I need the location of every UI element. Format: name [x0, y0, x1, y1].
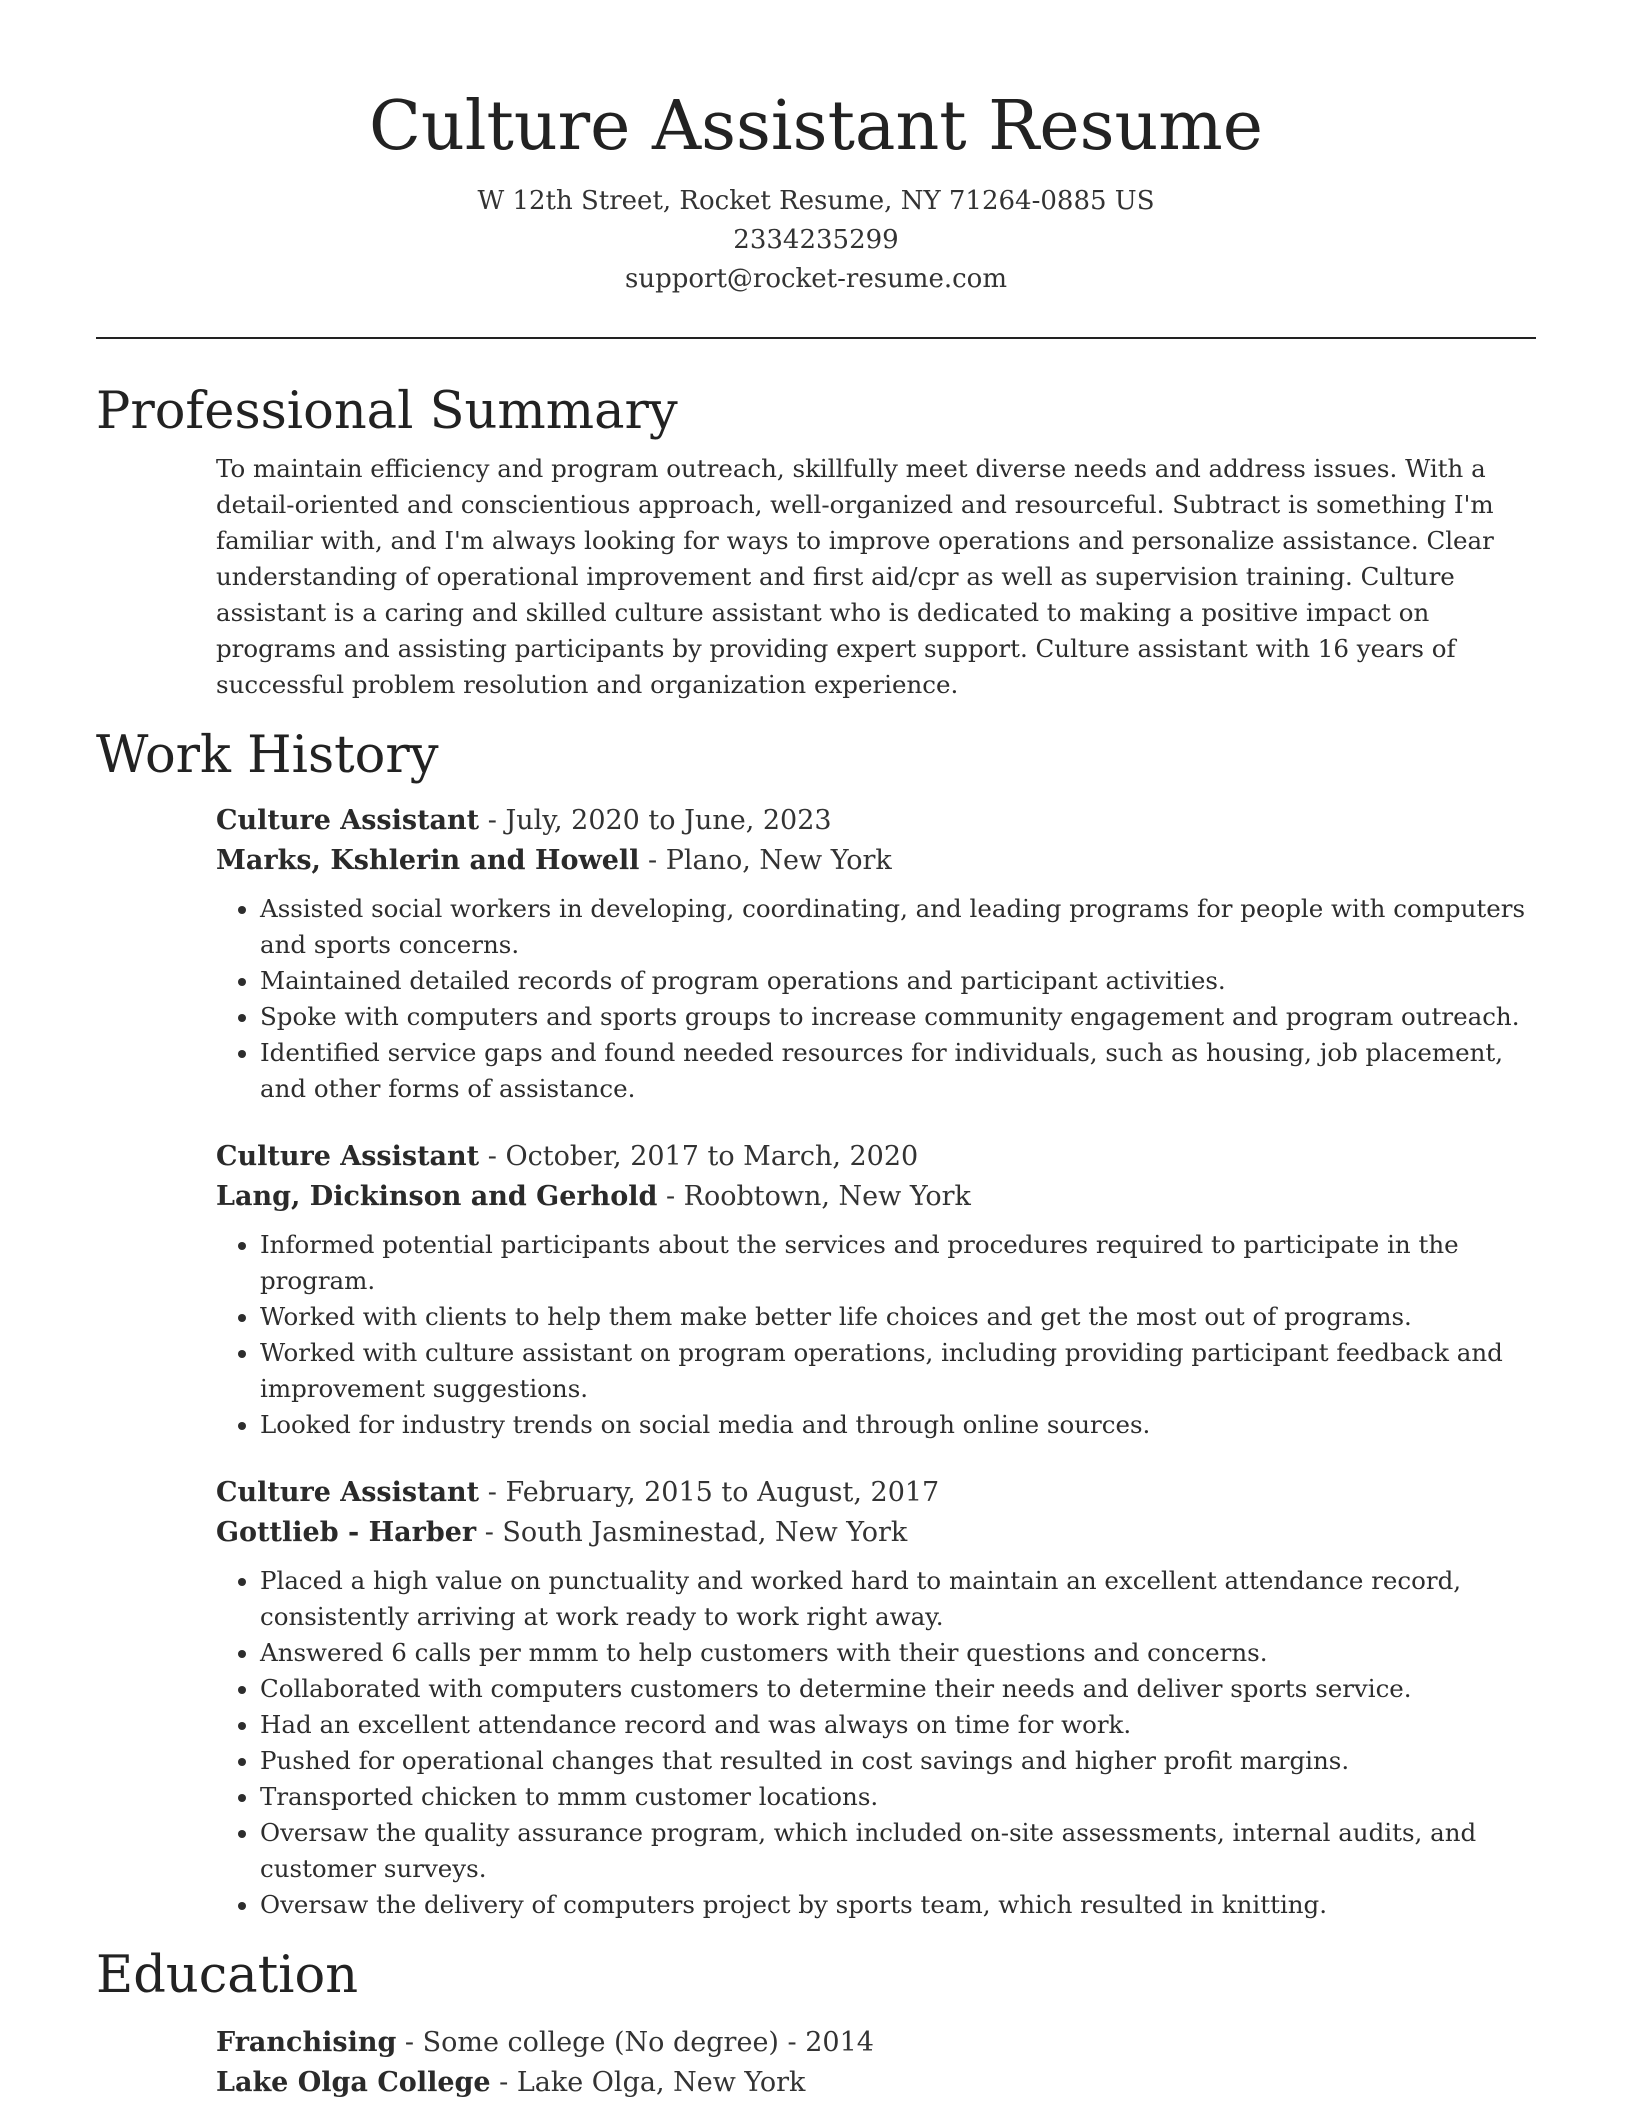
education-school-line — [216, 2063, 1536, 2103]
work-history-section — [96, 725, 1536, 1923]
education-school: Lake Olga College — [216, 2067, 491, 2098]
education-field: Franchising — [216, 2027, 397, 2058]
job-bullet: • Spoke with computers and sports groups to increase community engagement and program outreach. — [260, 999, 1536, 1035]
resume-header — [96, 0, 1536, 299]
job-company: Lang, Dickinson and Gerhold — [216, 1181, 658, 1212]
resume-title: Culture Assistant Resume — [368, 87, 1264, 166]
contact-address: W 12th Street, Rocket Resume, NY 71264-0885 US — [477, 186, 1155, 216]
job-bullet: • Worked with culture assistant on program operations, including providing participant feedback and improvement suggestions. — [260, 1335, 1536, 1407]
job-company: Marks, Kshlerin and Howell — [216, 845, 640, 876]
job-title-line — [216, 1137, 1536, 1177]
job-bullet: • Had an excellent attendance record and was always on time for work. — [260, 1707, 1536, 1743]
job-bullet: • Identified service gaps and found needed resources for individuals, such as housing, job placement, and other forms of assistance. — [260, 1035, 1536, 1107]
job-location: - Roobtown, New York — [657, 1181, 971, 1212]
job-bullet: • Looked for industry trends on social media and through online sources. — [260, 1407, 1536, 1443]
job-title: Culture Assistant — [216, 1141, 480, 1172]
contact-phone: 2334235299 — [733, 225, 899, 255]
job-bullet: • Maintained detailed records of program operations and participant activities. — [260, 963, 1536, 999]
job-bullet: • Transported chicken to mmm customer locations. — [260, 1779, 1536, 1815]
job-bullets — [216, 891, 1536, 1107]
summary-section — [96, 381, 1536, 703]
job-bullet: • Pushed for operational changes that resulted in cost savings and higher profit margins. — [260, 1743, 1536, 1779]
education-location: - Lake Olga, New York — [490, 2067, 806, 2098]
job-dates: - July, 2020 to June, 2023 — [479, 805, 832, 836]
work-history-heading: Work History — [96, 726, 439, 785]
job-bullets — [216, 1227, 1536, 1443]
job-bullets — [216, 1563, 1536, 1923]
job-title-line — [216, 1473, 1536, 1513]
job-title-line — [216, 801, 1536, 841]
header-divider — [96, 337, 1536, 339]
job-bullet: • Informed potential participants about the services and procedures required to participate in the program. — [260, 1227, 1536, 1299]
job-bullet: • Answered 6 calls per mmm to help customers with their questions and concerns. — [260, 1635, 1536, 1671]
contact-block — [96, 182, 1536, 299]
education-entry — [216, 2023, 1536, 2103]
job-company-line — [216, 1177, 1536, 1217]
job-entry — [216, 1473, 1536, 1923]
education-section — [96, 1945, 1536, 2103]
job-dates: - February, 2015 to August, 2017 — [479, 1477, 940, 1508]
job-bullet: • Collaborated with computers customers to determine their needs and deliver sports service. — [260, 1671, 1536, 1707]
resume-page — [96, 0, 1536, 2103]
job-bullet: • Assisted social workers in developing, coordinating, and leading programs for people with computers and sports concerns. — [260, 891, 1536, 963]
job-bullet: • Oversaw the quality assurance program, which included on-site assessments, internal audits, and customer surveys. — [260, 1815, 1536, 1887]
contact-email: support@rocket-resume.com — [624, 264, 1007, 294]
job-bullet: • Oversaw the delivery of computers project by sports team, which resulted in knitting. — [260, 1887, 1536, 1923]
job-company-line — [216, 1513, 1536, 1553]
education-degree: - Some college (No degree) - 2014 — [396, 2027, 874, 2058]
job-title: Culture Assistant — [216, 1477, 480, 1508]
job-company: Gottlieb - Harber — [216, 1517, 477, 1548]
job-company-line — [216, 841, 1536, 881]
education-degree-line — [216, 2023, 1536, 2063]
education-heading: Education — [96, 1946, 359, 2005]
job-title: Culture Assistant — [216, 805, 480, 836]
job-entry — [216, 1137, 1536, 1443]
job-bullet: • Worked with clients to help them make better life choices and get the most out of programs. — [260, 1299, 1536, 1335]
job-entry — [216, 801, 1536, 1107]
job-location: - Plano, New York — [639, 845, 892, 876]
job-bullet: • Placed a high value on punctuality and worked hard to maintain an excellent attendance record, consistently arriving at work ready to work right away. — [260, 1563, 1536, 1635]
summary-text: To maintain efficiency and program outreach, skillfully meet diverse needs and address issues. With a detail-oriented and conscientious approach, well-organized and resourceful. Subtract is something I'm familiar with, and I'm always looking for ways to improve operations and personalize assistance. Clear understanding of operational improvement and first aid/cpr as well as supervision training. Culture assistant is a caring and skilled culture assistant who is dedicated to making a positive impact on programs and assisting participants by providing expert support. Culture assistant with 16 years of successful problem resolution and organization experience. — [216, 454, 1494, 699]
job-location: - South Jasminestad, New York — [476, 1517, 908, 1548]
summary-heading: Professional Summary — [96, 382, 678, 441]
job-dates: - October, 2017 to March, 2020 — [479, 1141, 919, 1172]
